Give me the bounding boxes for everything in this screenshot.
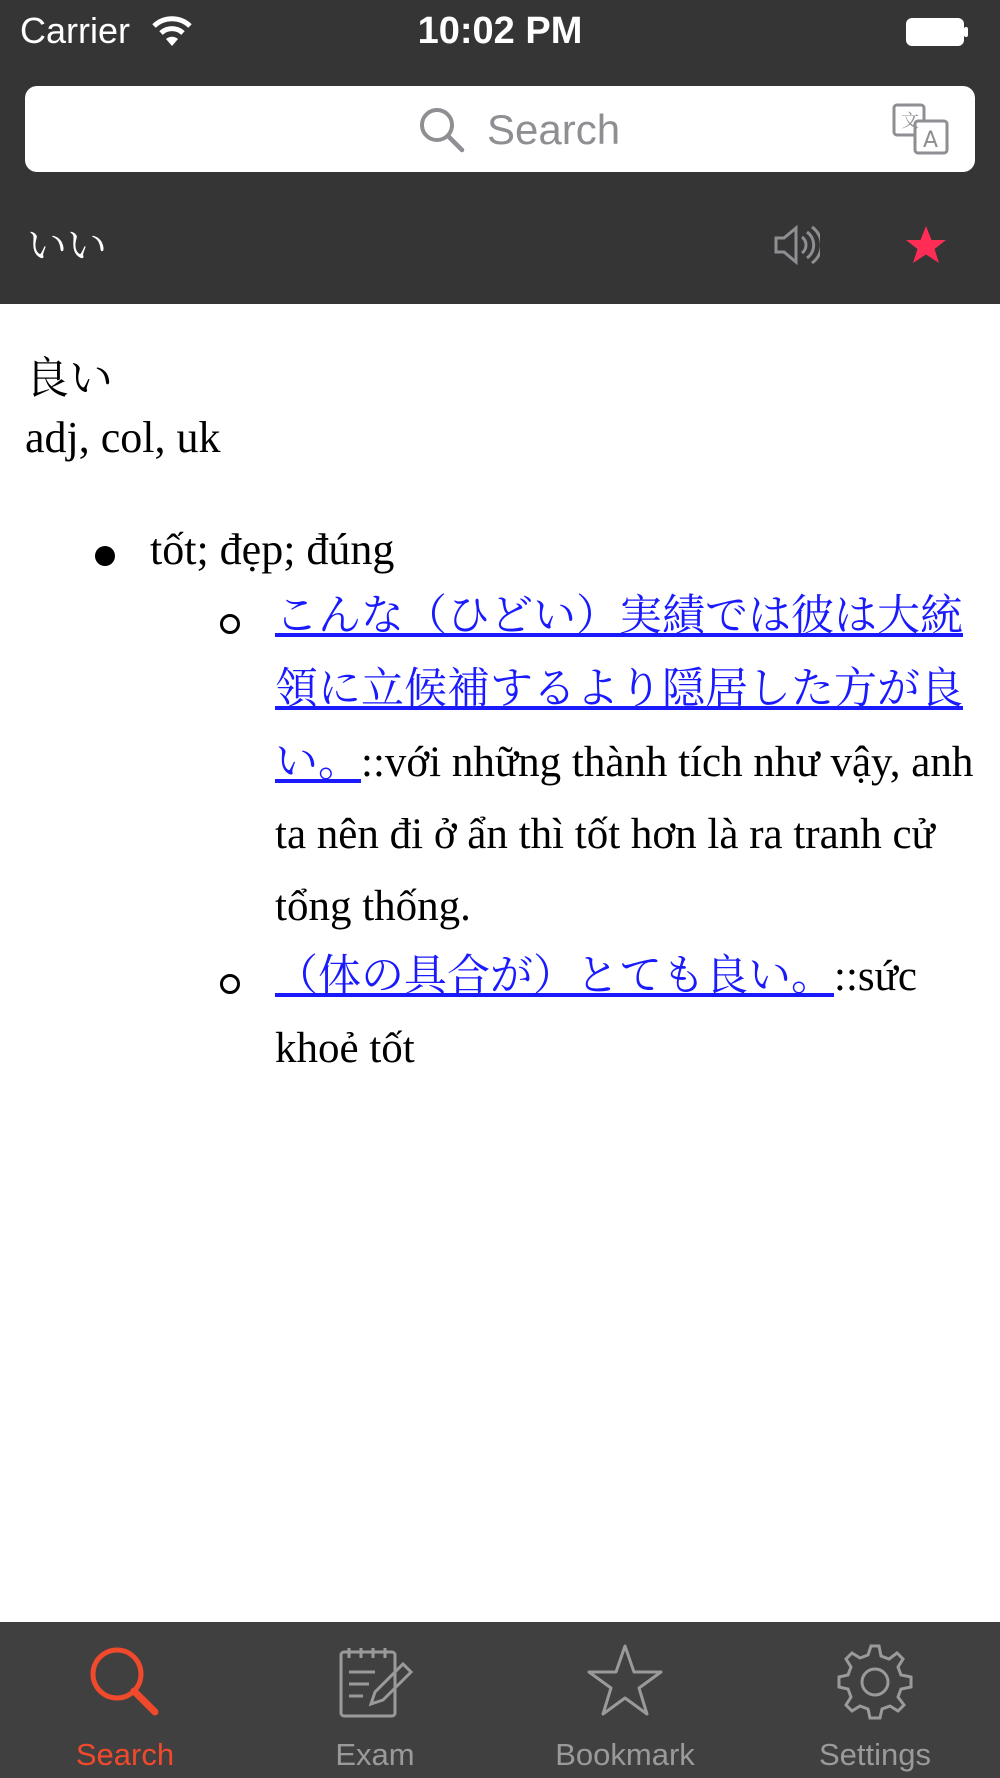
- translate-icon[interactable]: [891, 101, 951, 157]
- bookmark-star-icon: [585, 1642, 665, 1722]
- gear-icon: [835, 1642, 915, 1722]
- headword: 良い: [25, 353, 113, 404]
- entry-word-title: いい: [27, 223, 107, 269]
- example-item: [275, 580, 980, 943]
- exam-icon: [335, 1642, 415, 1722]
- entry-content: [0, 304, 1000, 1622]
- svg-text:A: A: [923, 128, 939, 153]
- tab-search[interactable]: [0, 1622, 250, 1778]
- tab-bar: [0, 1622, 1000, 1778]
- speaker-icon[interactable]: [772, 222, 820, 268]
- star-icon[interactable]: [898, 218, 954, 274]
- sense-bullet: [95, 546, 115, 566]
- example-link[interactable]: こんな（ひどい）実績では彼は大統領に立候補するより隠居した方が良い。: [275, 591, 963, 787]
- clock: 10:02 PM: [417, 10, 583, 52]
- tab-exam[interactable]: [250, 1622, 500, 1778]
- search-icon: [418, 106, 466, 154]
- tab-bookmark[interactable]: [500, 1622, 750, 1778]
- tab-settings[interactable]: [750, 1622, 1000, 1778]
- battery-icon: [906, 18, 970, 46]
- example-translation: ::với những thành tích như vậy, anh ta nên đi ở ẩn thì tốt hơn là ra tranh cử tổng thống.: [275, 739, 974, 930]
- search-icon: [85, 1642, 165, 1722]
- tab-label: Exam: [335, 1737, 415, 1772]
- part-of-speech: adj, col, uk: [25, 413, 221, 462]
- svg-text:文: 文: [901, 111, 919, 132]
- carrier-label: Carrier: [20, 10, 131, 51]
- example-item: [275, 940, 980, 1085]
- example-link[interactable]: （体の具合が）とても良い。: [275, 951, 834, 1001]
- top-header: [0, 0, 1000, 304]
- sense-text: tốt; đẹp; đúng: [150, 525, 395, 574]
- example-bullet: [220, 614, 240, 634]
- tab-label: Settings: [818, 1737, 931, 1772]
- example-translation: ::sức khoẻ tốt: [275, 953, 918, 1072]
- search-placeholder: Search: [487, 106, 621, 153]
- search-input[interactable]: [25, 86, 975, 172]
- status-bar: [0, 0, 1000, 68]
- example-bullet: [220, 974, 240, 994]
- tab-label: Bookmark: [555, 1737, 695, 1772]
- tab-label: Search: [75, 1737, 175, 1772]
